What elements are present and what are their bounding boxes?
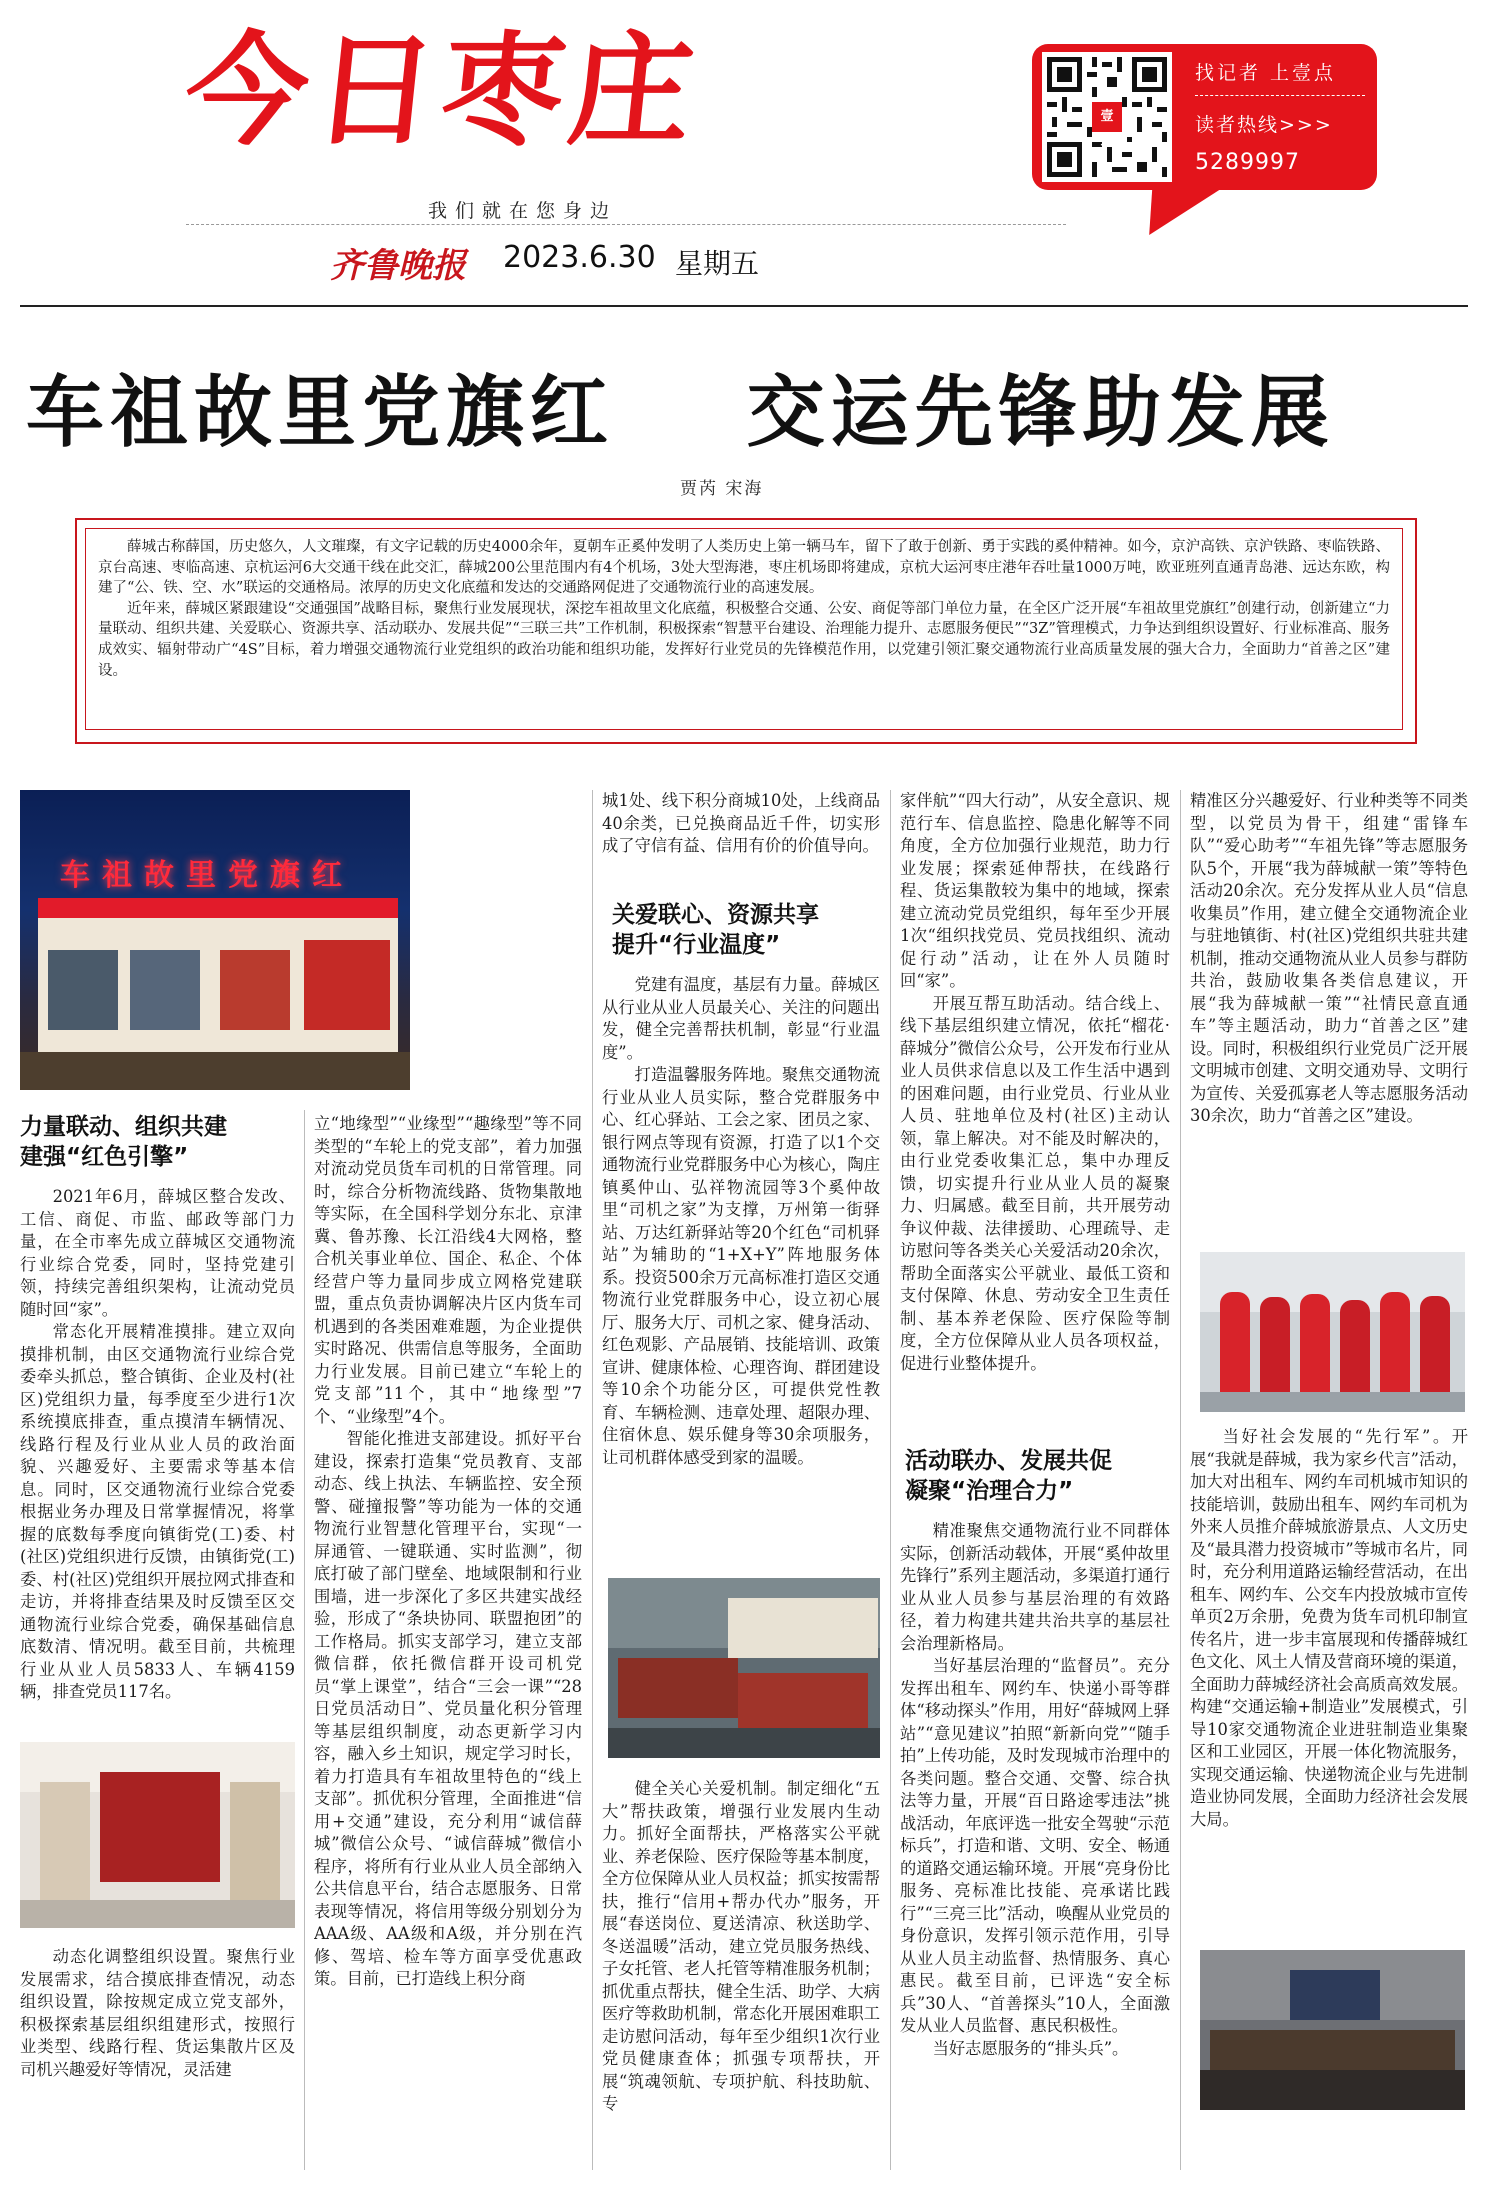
- subheading-3-line2: 凝聚“治理合力”: [905, 1478, 1074, 1504]
- column-divider: [304, 1110, 305, 2170]
- paragraph: 常态化开展精准摸排。建立双向摸排机制，由区交通物流行业综合党委牵头抓总，整合镇街、企业及村(社区)党组织力量，每季度至少进行1次系统摸底排查，重点摸清车辆情况、线路行程及行业从业人员的政治面貌、兴趣爱好、主要需求等基本信息。同时，区交通物流行业综合党委根据业务办理及日常掌握情况，将掌握的底数每季度向镇街党(工)委、村(社区)党组织进行反馈，由镇街党(工)委、村(社区)党组织开展拉网式排查和走访，并将排查结果及时反馈至区交通物流行业综合党委，确保基础信息底数清、情况明。截至目前，共梳理行业从业人员5833人、车辆4159辆，排查党员117名。: [20, 1322, 295, 1701]
- photo-trucks: [608, 1578, 880, 1758]
- column-1-text: [20, 1186, 295, 1723]
- subheading-1-line1: 力量联动、组织共建: [20, 1114, 227, 1140]
- qr-code-logo: 壹点: [1100, 109, 1114, 148]
- column-3c-text: [602, 1778, 880, 2171]
- hotline-line-2: 读者热线>>>: [1195, 114, 1333, 136]
- article-headline: 车祖故里党旗红 交运先锋助发展: [26, 367, 1335, 458]
- column-divider: [890, 790, 891, 2170]
- paragraph: 当好基层治理的“监督员”。充分发挥出租车、网约车、快递小哥等群体“移动探头”作用，用好“薛城网上驿站”“意见建议”拍照“新新向党”“随手拍”上传功能，及时发现城市治理中的各类问题。整合交通、交警、综合执法等力量，开展“百日路途零违法”挑战活动，年底评选一批安全驾驶“示范标兵”，打造和谐、文明、安全、畅通的道路交通运输环境。开展“亮身份比服务、亮标准比技能、亮承诺比践行”“三亮三比”活动，唤醒从业党员的身份意识，发挥引领示范作用，引导从业人员主动监督、热情服务、真心惠民。截至目前，已评选“安全标兵”30人、“首善探头”10人，全面激发从业人员监督、惠民积极性。: [900, 1656, 1170, 2035]
- subheading-1: [20, 1112, 227, 1172]
- paragraph: 城1处、线下积分商城10处，上线商品40余类，已兑换商品近千件，切实形成了守信有益、信用有价的价值导向。: [602, 791, 880, 855]
- issue-weekday: 星期五: [675, 247, 760, 280]
- paragraph: 当好社会发展的“先行军”。开展“我就是薛城，我为家乡代言”活动，加大对出租车、网约车司机城市知识的技能培训，鼓励出租车、网约车司机为外来人员推介薛城旅游景点、人文历史及“最具潜力投资城市”等城市名片，同时，充分利用道路运输经营活动，在出租车、网约车、公交车内投放城市宣传单页2万余册，免费为货车司机印制宣传名片，进一步丰富展现和传播薛城红色文化、风土人情及营商环境的渠道，全面助力薛城经济社会高质高效发展。构建“交通运输+制造业”发展模式，引导10家交通物流企业进驻制造业集聚区和工业园区，开展一体化物流服务，实现交通运输、快递物流企业与先进制造业协同发展，全面助力经济社会发展大局。: [1190, 1427, 1468, 1829]
- masthead-slogan: 我们就在您身边: [428, 200, 618, 222]
- column-4-text: [900, 790, 1170, 1470]
- hotline-number: 5289997: [1195, 150, 1300, 175]
- photo-building-night: [20, 790, 410, 1090]
- subheading-2-line2: 提升“行业温度”: [612, 932, 781, 958]
- hotline-line-1: 找记者 上壹点: [1195, 62, 1337, 84]
- paragraph: 2021年6月，薛城区整合发改、工信、商促、市监、邮政等部门力量，在全市率先成立薛城区交通物流行业综合党委，同时，坚持党建引领，持续完善组织架构，让流动党员随时回“家”。: [20, 1187, 295, 1319]
- column-1b-text: [20, 1946, 295, 2171]
- paragraph: 立“地缘型”“业缘型”“趣缘型”等不同类型的“车轮上的党支部”，着力加强对流动党员货车司机的日常管理。同时，综合分析物流线路、货物集散地等实际，在全国科学划分东北、京津冀、鲁苏豫、长江沿线4大网格，整合机关事业单位、国企、私企、个体经营户等力量同步成立网格党建联盟，重点负责协调解决片区内货车司机遇到的各类困难难题，为企业提供实时路况、供需信息等服务，全面助力行业发展。目前已建立“车轮上的党支部”11个，其中“地缘型”7个、“业缘型”4个。: [314, 1114, 582, 1426]
- photo-sign-text: 车祖故里党旗红: [60, 858, 354, 893]
- column-5-text: [1190, 790, 1468, 1242]
- paragraph: 当好志愿服务的“排头兵”。: [932, 2038, 1129, 2058]
- subheading-1-line2: 建强“红色引擎”: [20, 1144, 189, 1170]
- paragraph: 家伴航”“四大行动”，从安全意识、规范行车、信息监控、隐患化解等不同角度，全方位加强行业规范，助力行业发展；探索延伸帮扶，在线路行程、货运集散较为集中的地域，探索建立流动党员党组织，每年至少开展1次“组织找党员、党员找组织、流动促行动”活动，让在外人员随时回“家”。: [900, 791, 1170, 990]
- subheading-3-line1: 活动联办、发展共促: [905, 1448, 1112, 1474]
- column-divider: [592, 790, 593, 2170]
- column-5b-text: [1190, 1426, 1468, 1876]
- paper-name: 齐鲁晚报: [330, 246, 466, 286]
- masthead-divider: [186, 224, 1066, 225]
- hotline-divider: [1195, 95, 1365, 96]
- paragraph: 精准区分兴趣爱好、行业种类等不同类型，以党员为骨干，组建“雷锋车队”“爱心助考”“车祖先锋”等志愿服务队5个，开展“我为薛城献一策”等特色活动20余次。充分发挥从业人员“信息收集员”作用，建立健全交通物流企业与驻地镇街、村(社区)党组织共驻共建机制，推动交通物流从业人员参与群防共治，鼓励收集各类信息建议，开展“我为薛城献一策”“社情民意直通车”等主题活动，助力“首善之区”建设。同时，积极组织行业党员广泛开展文明城市创建、文明交通劝导、文明行为宣传、关爱孤寡老人等志愿服务活动30余次，助力“首善之区”建设。: [1190, 791, 1468, 1125]
- intro-paragraph: 薛城古称薛国，历史悠久，人文璀璨，有文字记载的历史4000余年，夏朝车正奚仲发明了人类历史上第一辆马车，留下了敢于创新、勇于实践的奚仲精神。如今，京沪高铁、京沪铁路、枣临铁路、京台高速、枣临高速、京杭运河6大交通干线在此交汇，薛城200公里范围内有4个机场，3处大型海港，枣庄机场即将建成，京杭大运河枣庄港年吞吐量1000万吨，欧亚班列直通青岛港、远达东欧，构建了“公、铁、空、水”联运的交通格局。浓厚的历史文化底蕴和发达的交通路网促进了交通物流行业的高速发展。: [98, 539, 1390, 597]
- photo-volunteers: [1200, 1252, 1465, 1412]
- header-rule: [20, 305, 1468, 307]
- subheading-2-line1: 关爱联心、资源共享: [612, 902, 819, 928]
- masthead-logo: 今日枣庄: [178, 20, 706, 162]
- subheading-3: [905, 1446, 1112, 1506]
- paragraph: 开展互帮互助活动。结合线上、线下基层组织建立情况，依托“榴花·薛城分”微信公众号，公开发布行业从业人员供求信息以及工作生活中遇到的困难问题，由行业党员、行业从业人员、驻地单位及村(社区)主动认领，靠上解决。对不能及时解决的，由行业党委收集汇总，集中办理反馈，切实提升行业从业人员的凝聚力、归属感。截至目前，共开展劳动争议仲裁、法律援助、心理疏导、走访慰问等各类关心关爱活动20余次，帮助全面落实公平就业、最低工资和支付保障、休息、劳动安全卫生责任制、基本养老保险、医疗保险等制度，全方位保障从业人员各项权益，促进行业整体提升。: [900, 993, 1170, 1373]
- intro-text: [85, 528, 1403, 730]
- qr-code-icon[interactable]: [1042, 52, 1172, 182]
- column-divider: [1180, 790, 1181, 2170]
- article-authors: 贾芮 宋海: [680, 479, 764, 499]
- paragraph: 智能化推进支部建设。抓好平台建设，探索打造集“党员教育、支部动态、线上执法、车辆监控、安全预警、碰撞报警”等功能为一体的交通物流行业智慧化管理平台，实现“一屏通管、一键联通、实时监测”，彻底打破了部门壁垒、地域限制和行业围墙，进一步深化了多区共建实战经验，形成了“条块协同、联盟抱团”的工作格局。抓实支部学习，建立支部微信群，依托微信群开设司机党员“掌上课堂”，结合“三会一课”“28日党员活动日”、党员量化积分管理等基层组织制度，动态更新学习内容，融入乡土知识，规定学习时长，着力打造具有车祖故里特色的“线上支部”。抓优积分管理，全面推进“信用+交通”建设，充分利用“诚信薛城”微信公众号、“诚信薛城”微信小程序，将所有行业从业人员全部纳入公共信息平台，结合志愿服务、日常表现等情况，将信用等级分别划分为AAA级、AA级和A级，并分别在汽修、驾培、检车等方面享受优惠政策。目前，已打造线上积分商: [314, 1429, 582, 1988]
- paragraph: 党建有温度，基层有力量。薛城区从行业从业人员最关心、关注的问题出发，健全完善帮扶机制，彰显“行业温度”。: [602, 975, 880, 1062]
- subheading-2: [612, 900, 819, 960]
- photo-meeting-room: [1200, 1950, 1465, 2110]
- paragraph: 健全关心关爱机制。制定细化“五大”帮扶政策，增强行业发展内生动力。抓好全面帮扶，严格落实公平就业、养老保险、医疗保险等基本制度，全方位保障从业人员权益；抓实按需帮扶，推行“信用+帮办代办”服务，开展“春送岗位、夏送清凉、秋送助学、冬送温暖”活动，建立党员服务热线、子女托管、老人托管等精准服务机制；抓优重点帮扶，健全生活、助学、大病医疗等救助机制，常态化开展困难职工走访慰问活动，每年至少组织1次行业党员健康查体；抓强专项帮扶，开展“筑魂领航、专项护航、科技助航、专: [602, 1779, 880, 2113]
- issue-date: 2023.6.30: [503, 240, 656, 275]
- column-3-text: [602, 790, 880, 882]
- paragraph: 精准聚焦交通物流行业不同群体实际，创新活动载体，开展“奚仲故里先锋行”系列主题活动，多渠道打通行业从业人员参与基层治理的有效路径，着力构建共建共治共享的基层社会治理新格局。: [900, 1521, 1170, 1653]
- paragraph: 打造温馨服务阵地。聚焦交通物流行业从业人员实际，整合党群服务中心、红心驿站、工会之家、团员之家、银行网点等现有资源，打造了以1个交通物流行业党群服务中心为核心，陶庄镇奚仲山、弘祥物流园等3个奚仲故里“司机之家”为支撑，万州第一街驿站、万达红新驿站等20个红色“司机驿站”为辅助的“1+X+Y”阵地服务体系。投资500余万元高标准打造区交通物流行业党群服务中心，设立初心展厅、服务大厅、司机之家、健身活动、红色观影、产品展销、技能培训、政策宣讲、健康体检、心理咨询、群团建设等10余个功能分区，可提供党性教育、车辆检测、违章处理、超限办理、住宿休息、娱乐健身等30余项服务，让司机群体感受到家的温暖。: [602, 1065, 880, 1467]
- column-4b-text: [900, 1520, 1170, 2172]
- photo-exhibition-hall: [20, 1742, 295, 1928]
- column-3b-text: [602, 974, 880, 1538]
- paragraph: 动态化调整组织设置。聚焦行业发展需求，结合摸底排查情况，动态组织设置，除按规定成立党支部外，积极探索基层组织组建形式，按照行业类型、线路行程、货运集散片区及司机兴趣爱好等情况，灵活建: [20, 1947, 295, 2079]
- column-2-text: [314, 1113, 582, 2171]
- intro-paragraph: 近年来，薛城区紧跟建设“交通强国”战略目标，聚焦行业发展现状，深挖车祖故里文化底蕴，积极整合交通、公安、商促等部门单位力量，在全区广泛开展“车祖故里党旗红”创建行动，创新建立“力量联动、组织共建、关爱联心、资源共享、活动联办、发展共促”“三联三共”工作机制，积极探索“智慧平台建设、治理能力提升、志愿服务便民”“3Z”管理模式，力争达到组织设置好、行业标准高、服务成效实、辐射带动广“4S”目标，着力增强交通物流行业党组织的政治功能和组织功能，发挥好行业党员的先锋模范作用，以党建引领汇聚交通物流行业高质量发展的强大合力，全面助力“首善之区”建设。: [98, 600, 1390, 679]
